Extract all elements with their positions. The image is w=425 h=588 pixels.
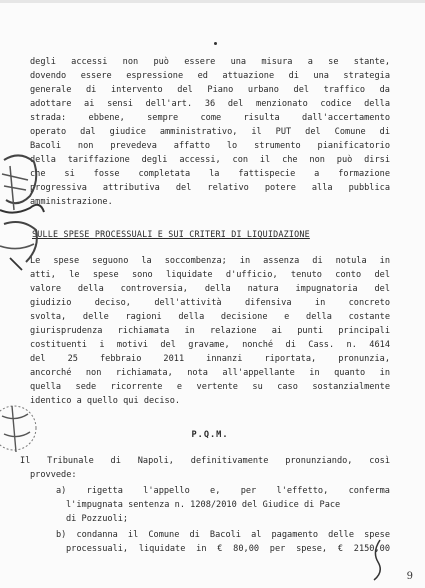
section-heading: SULLE SPESE PROCESSUALI E SUI CRITERI DI LIQUIDAZIONE [32,229,310,239]
text-line: progressiva attributiva del relativo potere alla pubblica [30,183,390,193]
stamp-seal-middle [0,218,44,274]
stamp-seal-top [0,150,46,226]
speck [214,42,217,45]
text-line: Bacoli non prevedeva affatto lo strumento pianificatorio [30,141,390,151]
text-line: della tariffazione degli accessi, con il che non può dirsi [30,155,390,165]
text-line: che si fosse completata la fattispecie a formazione [30,169,390,179]
text-line: giudizio deciso, dell'attività difensiva in concreto [30,298,390,308]
text-line: Il Tribunale di Napoli, definitivamente pronunziando, così [20,456,390,466]
text-line: dovendo essere espressione ed attuazione di una strategia [30,71,390,81]
text-line: del 25 febbraio 2011 innanzi riportata, pronunzia, [30,354,390,364]
text-line: valore della controversia, della natura impugnatoria del [30,284,390,294]
top-border [0,0,425,3]
text-line: Le spese seguono la soccombenza; in assenza di notula in [30,256,390,266]
text-line: strada: ebbene, sempre come risulta dall'accertamento [30,113,390,123]
text-line: costituenti i motivi del gravame, nonché di Cass. n. 4614 [30,340,390,350]
page-number: 9 [406,571,413,582]
text-line: quella sede ricorrente e vertente su caso sostanzialmente [30,382,390,392]
text-line: di Pozzuoli; [66,514,129,524]
text-line: provvede: [30,470,77,480]
text-line: ancorché non richiamata, nota all'appellante in quanto in [30,368,390,378]
text-line: atti, le spese sono liquidate d'ufficio, tenuto conto del [30,270,390,280]
stamp-seal-bottom [0,396,40,466]
text-line: degli accessi non può essere una misura a se stante, [30,57,390,67]
text-line: identico a quello qui deciso. [30,396,181,406]
text-line: processuali, liquidate in € 80,00 per spese, € 2150,00 [66,544,390,554]
text-line: generale di intervento del Piano urbano del traffico da [30,85,390,95]
text-line: adottare ai sensi dell'art. 36 del menzionato codice della [30,99,390,109]
signature-mark [368,538,390,582]
pqm-heading: P.Q.M. [191,430,229,440]
text-line: svolta, delle ragioni della decisione e della costante [30,312,390,322]
text-line: l'impugnata sentenza n. 1208/2010 del Giudice di Pace [66,500,341,510]
text-line: amministrazione. [30,197,113,207]
list-item-b: b) condanna il Comune di Bacoli al pagamento delle spese [56,530,390,540]
text-line: operato dal giudice amministrativo, il PUT del Comune di [30,127,390,137]
list-item-a: a) rigetta l'appello e, per l'effetto, conferma [56,486,390,496]
text-line: giurisprudenza richiamata in relazione ai punti principali [30,326,390,336]
